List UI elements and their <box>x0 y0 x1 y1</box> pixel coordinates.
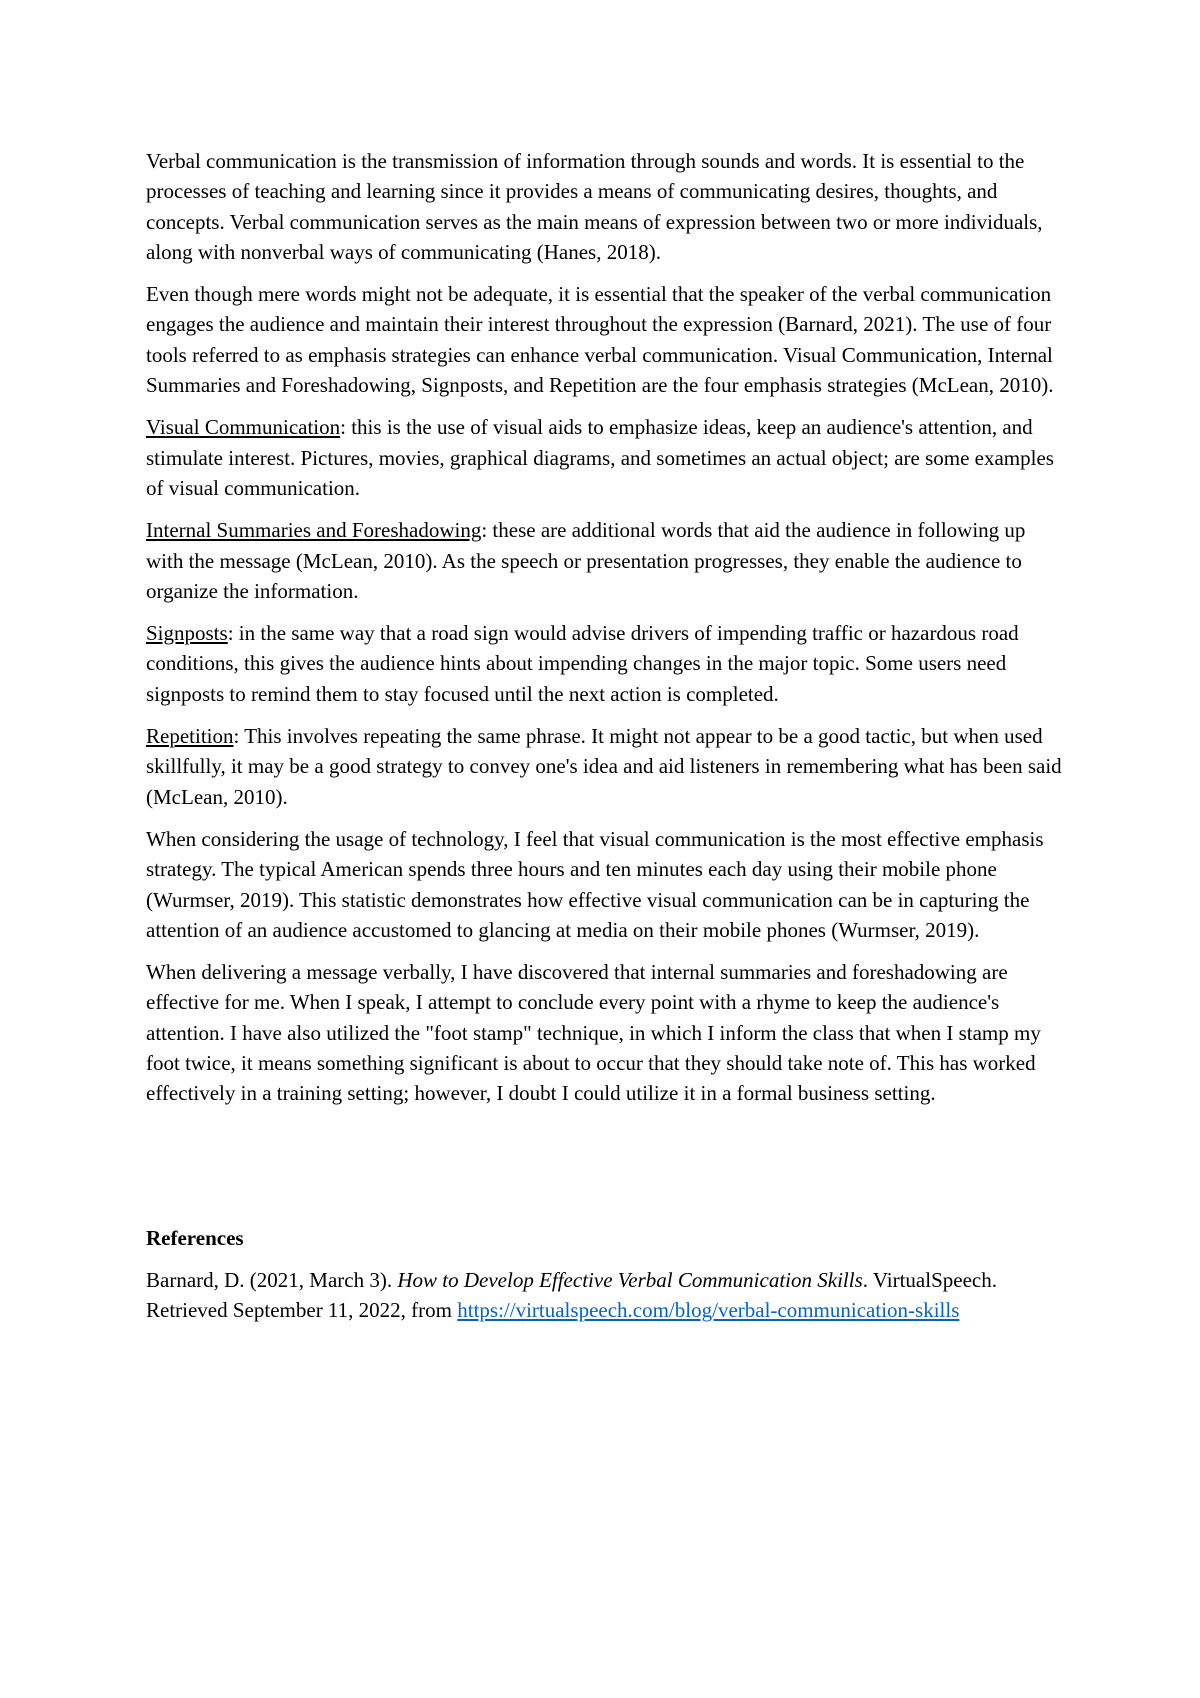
paragraph-repetition <box>146 721 1066 812</box>
references-heading: References <box>146 1225 244 1250</box>
reference-title: How to Develop Effective Verbal Communication Skills <box>397 1267 863 1292</box>
term-visual-communication: Visual Communication <box>146 415 341 440</box>
reference-author-date: Barnard, D. (2021, March 3). <box>146 1267 398 1292</box>
paragraph-signposts <box>146 618 1066 709</box>
term-internal-summaries: Internal Summaries and Foreshadowing <box>146 518 482 543</box>
reference-source: . VirtualSpeech. Retrieved September 11, 2022, from <box>146 1267 997 1323</box>
term-signposts: Signposts <box>146 621 228 646</box>
spacer <box>146 1121 1066 1223</box>
document-page <box>146 146 1066 1338</box>
reference-entry <box>146 1265 1066 1326</box>
paragraph-visual-communication <box>146 412 1066 503</box>
paragraph-technology: When considering the usage of technology, I feel that visual communication is the most effective emphasis strategy. The typical American spends three hours and ten minutes each day using their mobile phone (Wurmser, 2019). This statistic demonstrates how effective visual communication can be in capturing the attention of an audience accustomed to glancing at media on their mobile phones (Wurmser, 2019). <box>146 826 1044 942</box>
definition-repetition: : This involves repeating the same phrase. It might not appear to be a good tactic, but when used skillfully, it may be a good strategy to convey one's idea and aid listeners in remembering what has been said (McLean, 2010). <box>146 724 1062 809</box>
paragraph-internal-summaries <box>146 515 1066 606</box>
definition-signposts: : in the same way that a road sign would advise drivers of impending traffic or hazardous road conditions, this gives the audience hints about impending changes in the major topic. Some users need signposts to remind them to stay focused until the next action is completed. <box>146 621 1019 706</box>
definition-visual-communication: : this is the use of visual aids to emphasize ideas, keep an audience's attention, and stimulate interest. Pictures, movies, graphical diagrams, and sometimes an actual object; are some examples of visual communication. <box>146 415 1054 500</box>
definition-internal-summaries: : these are additional words that aid the audience in following up with the message (McLean, 2010). As the speech or presentation progresses, they enable the audience to organize the information. <box>146 518 1026 603</box>
paragraph-personal-experience: When delivering a message verbally, I have discovered that internal summaries and foreshadowing are effective for me. When I speak, I attempt to conclude every point with a rhyme to keep the audience's attention. I have also utilized the "foot stamp" technique, in which I inform the class that when I stamp my foot twice, it means something significant is about to occur that they should take note of. This has worked effectively in a training setting; however, I doubt I could utilize it in a formal business setting. <box>146 960 1041 1106</box>
paragraph-intro: Verbal communication is the transmission of information through sounds and words. It is essential to the processes of teaching and learning since it provides a means of communicating desires, thoughts, and concepts. Verbal communication serves as the main means of expression between two or more individuals, along with nonverbal ways of communicating (Hanes, 2018). <box>146 149 1043 264</box>
reference-link[interactable]: https://virtualspeech.com/blog/verbal-communication-skills <box>457 1298 960 1323</box>
paragraph-emphasis-strategies: Even though mere words might not be adequate, it is essential that the speaker of the verbal communication engages the audience and maintain their interest throughout the expression (Barnard, 2021). The use of four tools referred to as emphasis strategies can enhance verbal communication. Visual Communication, Internal Summaries and Foreshadowing, Signposts, and Repetition are the four emphasis strategies (McLean, 2010). <box>146 282 1054 398</box>
term-repetition: Repetition <box>146 724 234 749</box>
